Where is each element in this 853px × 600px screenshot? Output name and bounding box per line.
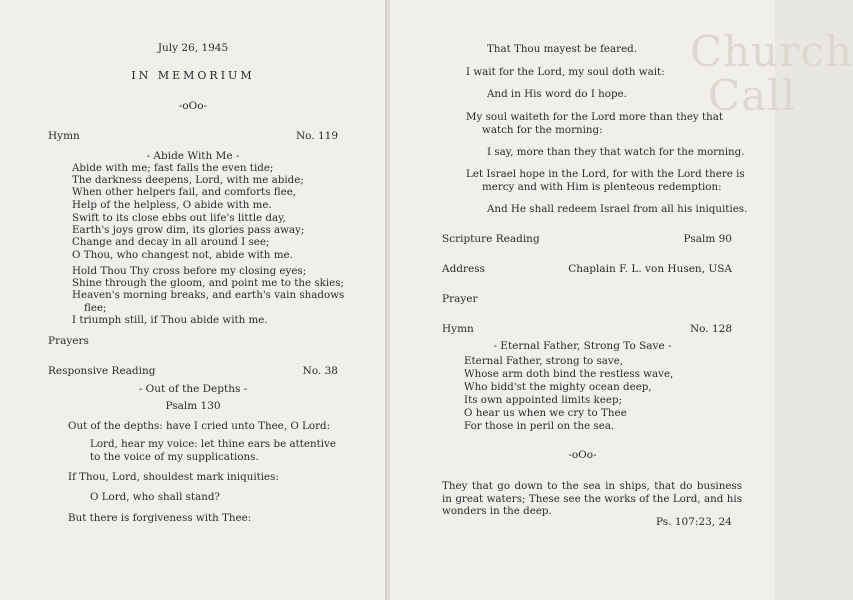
- program-title: IN MEMORIUM: [131, 69, 255, 82]
- reading-line: That Thou mayest be feared.: [487, 43, 638, 55]
- hymn-stanza: [72, 212, 304, 261]
- hymn-line: Eternal Father, strong to save,: [464, 355, 624, 367]
- divider: -oOo-: [568, 449, 597, 461]
- program-date: July 26, 1945: [157, 42, 229, 54]
- divider: -oOo-: [178, 100, 208, 112]
- address-speaker: Chaplain F. L. von Husen, USA: [568, 263, 732, 275]
- reading-line: But there is forgiveness with Thee:: [68, 512, 252, 524]
- hymn-number: No. 119: [295, 130, 338, 142]
- right-page: [390, 0, 853, 600]
- prayer-label: Prayer: [442, 293, 478, 305]
- reading-line: And He shall redeem Israel from all his iniquities.: [487, 203, 748, 215]
- hymn-line: Change and decay in all around I see;: [72, 236, 270, 249]
- closing-verse: They that go down to the sea in ships, that do business in great waters; These see the works of the Lord, and his wonders in the deep.: [442, 480, 742, 517]
- address-label: Address: [442, 263, 486, 275]
- scripture-label: Scripture Reading: [442, 233, 540, 245]
- hymn-line: When other helpers fail, and comforts flee,: [72, 186, 297, 199]
- hymn-line: Earth's joys grow dim, its glories pass away;: [72, 224, 305, 237]
- hymn-line: I triumph still, if Thou abide with me.: [72, 313, 268, 326]
- hymn-stanza: [72, 162, 304, 211]
- hymn-line: Abide with me; fast falls the even tide;: [72, 162, 274, 174]
- hymn-line: The darkness deepens, Lord, with me abide;: [72, 174, 304, 187]
- hymn-number: No. 128: [689, 323, 732, 335]
- reading-line: I say, more than they that watch for the morning.: [487, 146, 745, 158]
- scripture-ref: Psalm 90: [683, 233, 732, 245]
- hymn-title: - Abide With Me -: [146, 150, 240, 162]
- reading-line: And in His word do I hope.: [487, 88, 627, 100]
- hymn-label: Hymn: [442, 323, 474, 335]
- reading-title: - Out of the Depths -: [138, 383, 248, 395]
- watermark: Church Call: [690, 27, 853, 120]
- hymn-label: Hymn: [48, 130, 80, 142]
- hymn-line: Help of the helpless, O abide with me.: [72, 198, 272, 211]
- hymn-row: [48, 130, 338, 142]
- reading-line: My soul waiteth for the Lord more than they that watch for the morning:: [466, 111, 724, 136]
- hymn-row: [442, 323, 732, 335]
- reading-line: Out of the depths: have I cried unto Thee, O Lord:: [68, 420, 331, 432]
- psalm-label: Psalm 130: [165, 400, 221, 412]
- hymn-line: Who bidd'st the mighty ocean deep,: [464, 381, 652, 393]
- hymn-line: Its own appointed limits keep;: [464, 394, 623, 406]
- reading-line: I wait for the Lord, my soul doth wait:: [466, 66, 665, 78]
- prayers-label: Prayers: [48, 335, 89, 347]
- reading-line: If Thou, Lord, shouldest mark iniquities:: [68, 471, 279, 483]
- hymn-line: For those in peril on the sea.: [464, 420, 615, 432]
- hymn-line: O hear us when we cry to Thee: [464, 407, 627, 419]
- left-page: [0, 0, 386, 600]
- scripture-row: [442, 233, 732, 245]
- hymn-line: flee;: [84, 301, 107, 314]
- hymn-stanza: [464, 355, 673, 433]
- hymn-line: Hold Thou Thy cross before my closing eyes;: [72, 265, 307, 277]
- address-row: [442, 263, 732, 275]
- hymn-line: Whose arm doth bind the restless wave,: [464, 368, 674, 380]
- responsive-row: [48, 365, 338, 377]
- hymn-title: - Eternal Father, Strong To Save -: [493, 340, 672, 352]
- hymn-line: Heaven's morning breaks, and earth's vain shadows: [72, 289, 345, 302]
- hymn-line: O Thou, who changest not, abide with me.: [72, 248, 293, 261]
- reading-line: Lord, hear my voice: let thine ears be attentive to the voice of my supplications.: [90, 438, 336, 463]
- hymn-stanza: [72, 265, 344, 326]
- responsive-number: No. 38: [302, 365, 338, 377]
- hymn-line: Swift to its close ebbs out life's little day,: [72, 212, 286, 224]
- responsive-label: Responsive Reading: [48, 365, 156, 377]
- hymn-line: Shine through the gloom, and point me to the skies;: [72, 277, 345, 290]
- closing-reference: Ps. 107:23, 24: [656, 516, 732, 528]
- reading-line: Let Israel hope in the Lord, for with the Lord there is mercy and with Him is plenteous redemption:: [466, 168, 745, 193]
- reading-line: O Lord, who shall stand?: [90, 491, 220, 503]
